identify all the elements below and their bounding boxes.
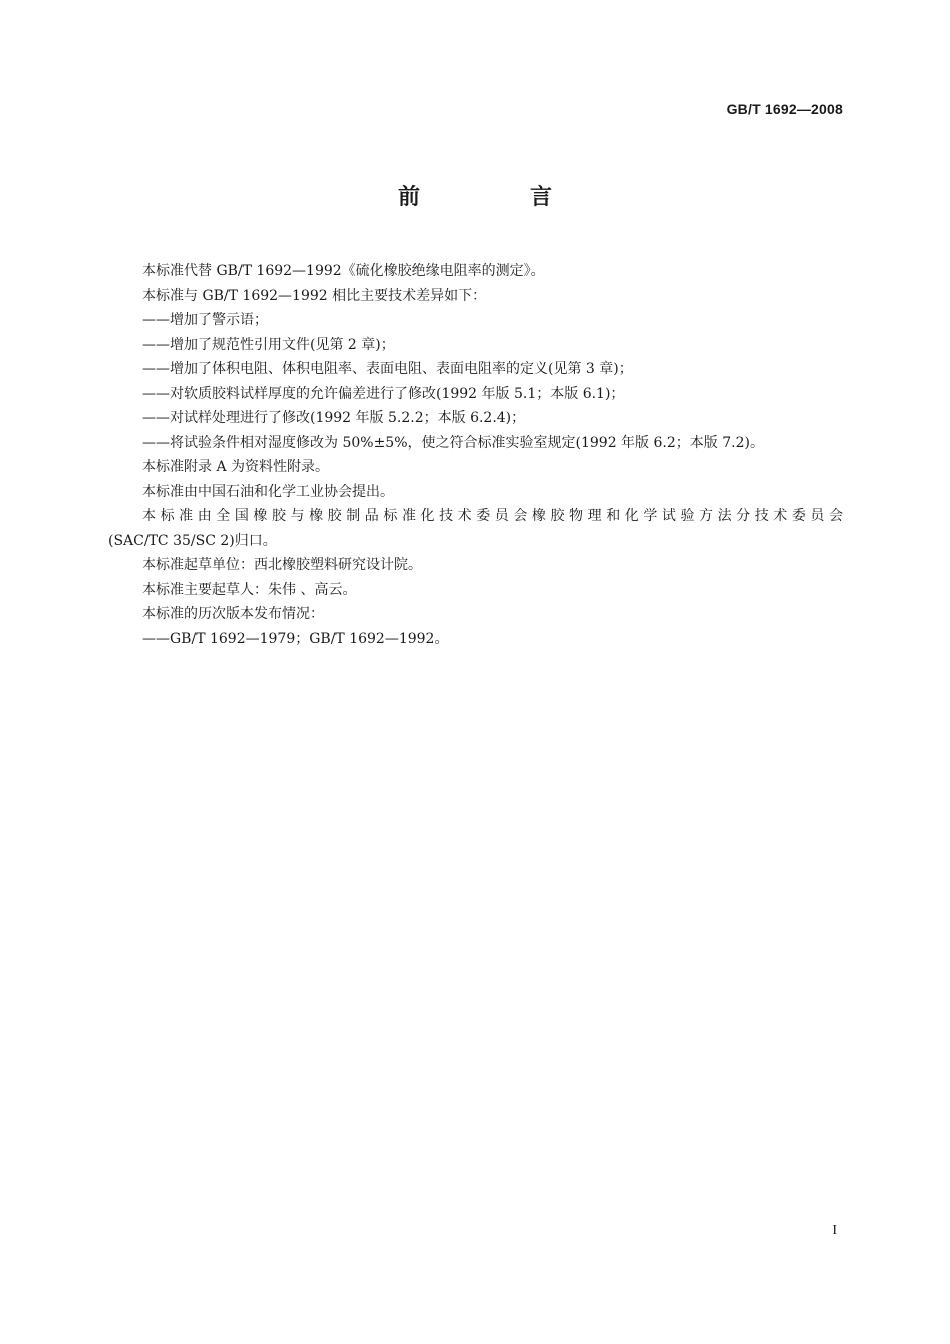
list-item-specimen-conditioning: ——对试样处理进行了修改(1992 年版 5.2.2；本版 6.2.4)； — [142, 410, 526, 426]
list-item-previous-editions: ——GB/T 1692—1979；GB/T 1692—1992。 — [142, 630, 449, 647]
list-item-thickness-tolerance: ——对软质胶料试样厚度的允许偏差进行了修改(1992 年版 5.1；本版 6.1)； — [142, 385, 625, 402]
list-item-humidity: ——将试验条件相对湿度修改为 50%±5%，使之符合标准实验室规定(1992 年版 6.2；本版 7.2)。 — [142, 434, 764, 451]
page-number: I — [832, 1223, 837, 1238]
paragraph-history-intro: 本标准的历次版本发布情况： — [142, 606, 324, 622]
paragraph-technical-committee-continued: (SAC/TC 35/SC 2)归口。 — [108, 532, 277, 549]
foreword-body — [108, 259, 843, 651]
page-title: 前 言 — [397, 185, 596, 210]
paragraph-annex: 本标准附录 A 为资料性附录。 — [142, 459, 330, 475]
paragraph-replaces: 本标准代替 GB/T 1692—1992《硫化橡胶绝缘电阻率的测定》。 — [142, 263, 545, 279]
list-item-warning: ——增加了警示语； — [142, 312, 268, 328]
paragraph-drafters: 本标准主要起草人：朱伟 、高云。 — [142, 581, 357, 598]
paragraph-technical-committee: 本标准由全国橡胶与橡胶制品标准化技术委员会橡胶物理和化学试验方法分技术委员会 — [142, 508, 843, 524]
paragraph-drafting-unit: 本标准起草单位：西北橡胶塑料研究设计院。 — [142, 557, 422, 573]
standard-code: GB/T 1692—2008 — [726, 101, 843, 117]
paragraph-differences-intro: 本标准与 GB/T 1692—1992 相比主要技术差异如下： — [142, 287, 487, 304]
paragraph-proposed-by: 本标准由中国石油和化学工业协会提出。 — [142, 483, 394, 500]
list-item-definitions: ——增加了体积电阻、体积电阻率、表面电阻、表面电阻率的定义(见第 3 章)； — [142, 361, 633, 377]
list-item-normative-references: ——增加了规范性引用文件(见第 2 章)； — [142, 336, 395, 353]
